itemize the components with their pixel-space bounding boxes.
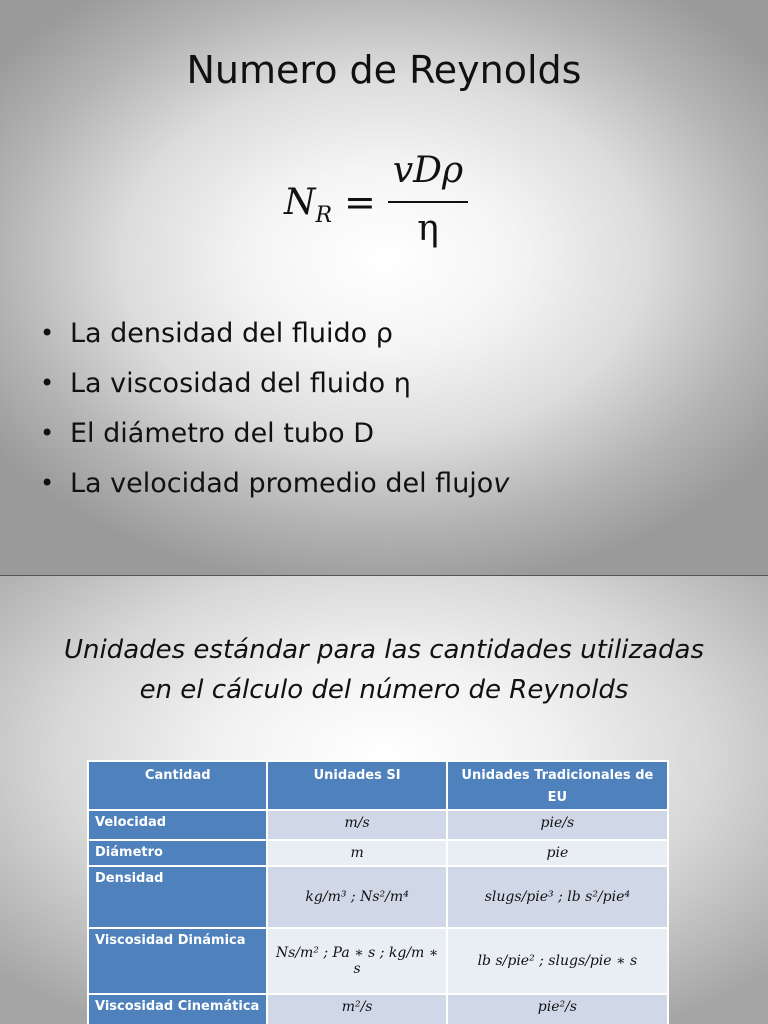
reynolds-formula [280, 150, 500, 260]
cell-quantity: Diámetro [88, 840, 267, 866]
formula-lhs [284, 182, 332, 228]
header-unidades-eu: Unidades Tradicionales de EU [447, 761, 668, 810]
formula-lhs-subscript: R [315, 203, 333, 229]
slide-subtitle [20, 630, 748, 710]
bullet-marker: • [40, 319, 55, 347]
cell-eu: pie/s [447, 810, 668, 840]
formula-lhs-symbol: N [284, 182, 316, 223]
cell-eu: pie²/s [447, 994, 668, 1024]
bullet-text: La densidad del fluido ρ [70, 317, 393, 349]
cell-eu: pie [447, 840, 668, 866]
variable-list [40, 308, 509, 508]
bullet-text: La velocidad promedio del flujo [70, 467, 494, 499]
table-row [88, 928, 668, 994]
list-item [40, 458, 509, 508]
formula-numerator: vDρ [392, 150, 464, 191]
cell-si: m²/s [267, 994, 446, 1024]
bullet-marker: • [40, 469, 55, 497]
table-header-row [88, 761, 668, 810]
slide-units-table [0, 576, 768, 1024]
cell-quantity: Viscosidad Dinámica [88, 928, 267, 994]
bullet-text: El diámetro del tubo D [70, 417, 375, 449]
header-cantidad: Cantidad [88, 761, 267, 810]
cell-quantity: Viscosidad Cinemática [88, 994, 267, 1024]
subtitle-line-2: en el cálculo del número de Reynolds [139, 675, 629, 705]
formula-equals: = [344, 180, 376, 224]
table-row [88, 994, 668, 1024]
units-table [87, 760, 669, 1024]
subtitle-line-1: Unidades estándar para las cantidades utilizadas [63, 635, 705, 665]
list-item [40, 408, 509, 458]
list-item [40, 308, 509, 358]
bullet-variable: v [493, 467, 510, 499]
cell-eu: slugs/pie³ ; lb s²/pie⁴ [447, 866, 668, 928]
bullet-text: La viscosidad del fluido η [70, 367, 411, 399]
cell-si: m [267, 840, 446, 866]
bullet-marker: • [40, 419, 55, 447]
cell-si: Ns/m² ; Pa ∗ s ; kg/m ∗ s [267, 928, 446, 994]
cell-si: kg/m³ ; Ns²/m⁴ [267, 866, 446, 928]
slide-title: Numero de Reynolds [186, 48, 582, 92]
formula-denominator: η [417, 208, 439, 249]
table-row [88, 866, 668, 928]
table-row [88, 840, 668, 866]
fraction-bar [388, 201, 468, 203]
cell-si: m/s [267, 810, 446, 840]
cell-eu: lb s/pie² ; slugs/pie ∗ s [447, 928, 668, 994]
list-item [40, 358, 509, 408]
table-row [88, 810, 668, 840]
bullet-marker: • [40, 369, 55, 397]
header-unidades-si: Unidades SI [267, 761, 446, 810]
cell-quantity: Velocidad [88, 810, 267, 840]
cell-quantity: Densidad [88, 866, 267, 928]
